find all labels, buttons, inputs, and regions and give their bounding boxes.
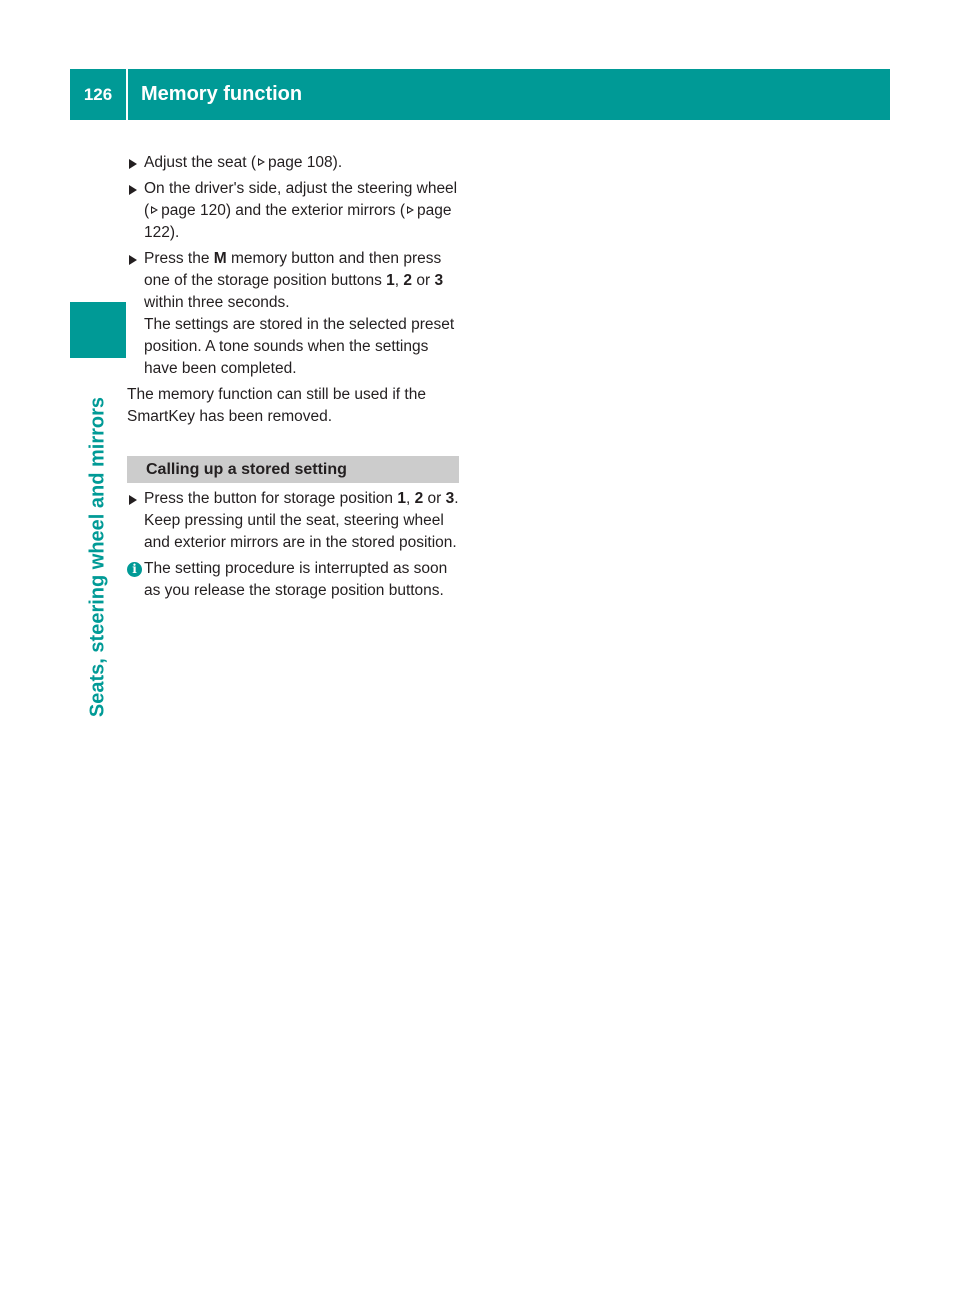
step-text: , bbox=[394, 272, 404, 289]
button-label-1: 1 bbox=[386, 272, 395, 289]
instruction-step bbox=[127, 152, 459, 174]
step-text: Adjust the seat ( bbox=[144, 154, 257, 171]
button-label-m: M bbox=[213, 250, 227, 267]
page-reference-link[interactable]: page 120 bbox=[161, 202, 226, 219]
instruction-step bbox=[127, 488, 459, 554]
page-ref-arrow-icon bbox=[258, 158, 265, 166]
step-text: Press the button for storage position bbox=[144, 490, 398, 507]
button-label-1: 1 bbox=[397, 490, 406, 507]
step-arrow-icon bbox=[129, 495, 137, 505]
step-text: On the driver's side, adjust the steering wheel ( bbox=[144, 180, 458, 219]
page-reference-link[interactable]: page 108 bbox=[268, 154, 333, 171]
step-text: ). bbox=[332, 154, 343, 171]
side-tab-label: Seats, steering wheel and mirrors bbox=[86, 396, 109, 718]
note-text: The setting procedure is interrupted as soon as you release the storage position buttons. bbox=[144, 560, 448, 599]
button-label-2: 2 bbox=[414, 490, 424, 507]
page-header bbox=[70, 69, 890, 120]
body-paragraph: The memory function can still be used if the SmartKey has been removed. bbox=[127, 386, 426, 425]
step-text: ) and the exterior mirrors ( bbox=[225, 202, 405, 219]
page-ref-arrow-icon bbox=[151, 206, 158, 214]
page-number: 126 bbox=[83, 85, 113, 104]
instruction-step bbox=[127, 178, 459, 244]
step-arrow-icon bbox=[129, 185, 137, 195]
step-text: or bbox=[412, 272, 435, 289]
step-text: , bbox=[405, 490, 415, 507]
page-title: Memory function bbox=[141, 83, 303, 105]
instruction-step bbox=[127, 248, 459, 380]
info-note bbox=[127, 558, 459, 602]
button-label-2: 2 bbox=[403, 272, 413, 289]
side-tab-marker bbox=[70, 302, 126, 358]
page-ref-arrow-icon bbox=[407, 206, 414, 214]
header-divider bbox=[126, 69, 128, 120]
step-text: ). bbox=[169, 224, 180, 241]
step-text: within three seconds. bbox=[144, 294, 290, 311]
step-text: memory button and then press one of the storage position buttons bbox=[144, 250, 442, 289]
page-reference-link[interactable]: page 122 bbox=[144, 202, 452, 241]
button-label-3: 3 bbox=[434, 272, 444, 289]
step-text: . Keep pressing until the seat, steering wheel and exterior mirrors are in the stored position. bbox=[144, 490, 459, 551]
step-result: The settings are stored in the selected preset position. A tone sounds when the settings have been completed. bbox=[144, 316, 455, 377]
step-arrow-icon bbox=[129, 255, 137, 265]
info-icon: i bbox=[127, 562, 142, 577]
step-text: Press the bbox=[144, 250, 214, 267]
step-arrow-icon bbox=[129, 159, 137, 169]
section-heading: Calling up a stored setting bbox=[127, 456, 459, 483]
main-content bbox=[127, 152, 459, 602]
button-label-3: 3 bbox=[445, 490, 455, 507]
step-text: or bbox=[423, 490, 446, 507]
